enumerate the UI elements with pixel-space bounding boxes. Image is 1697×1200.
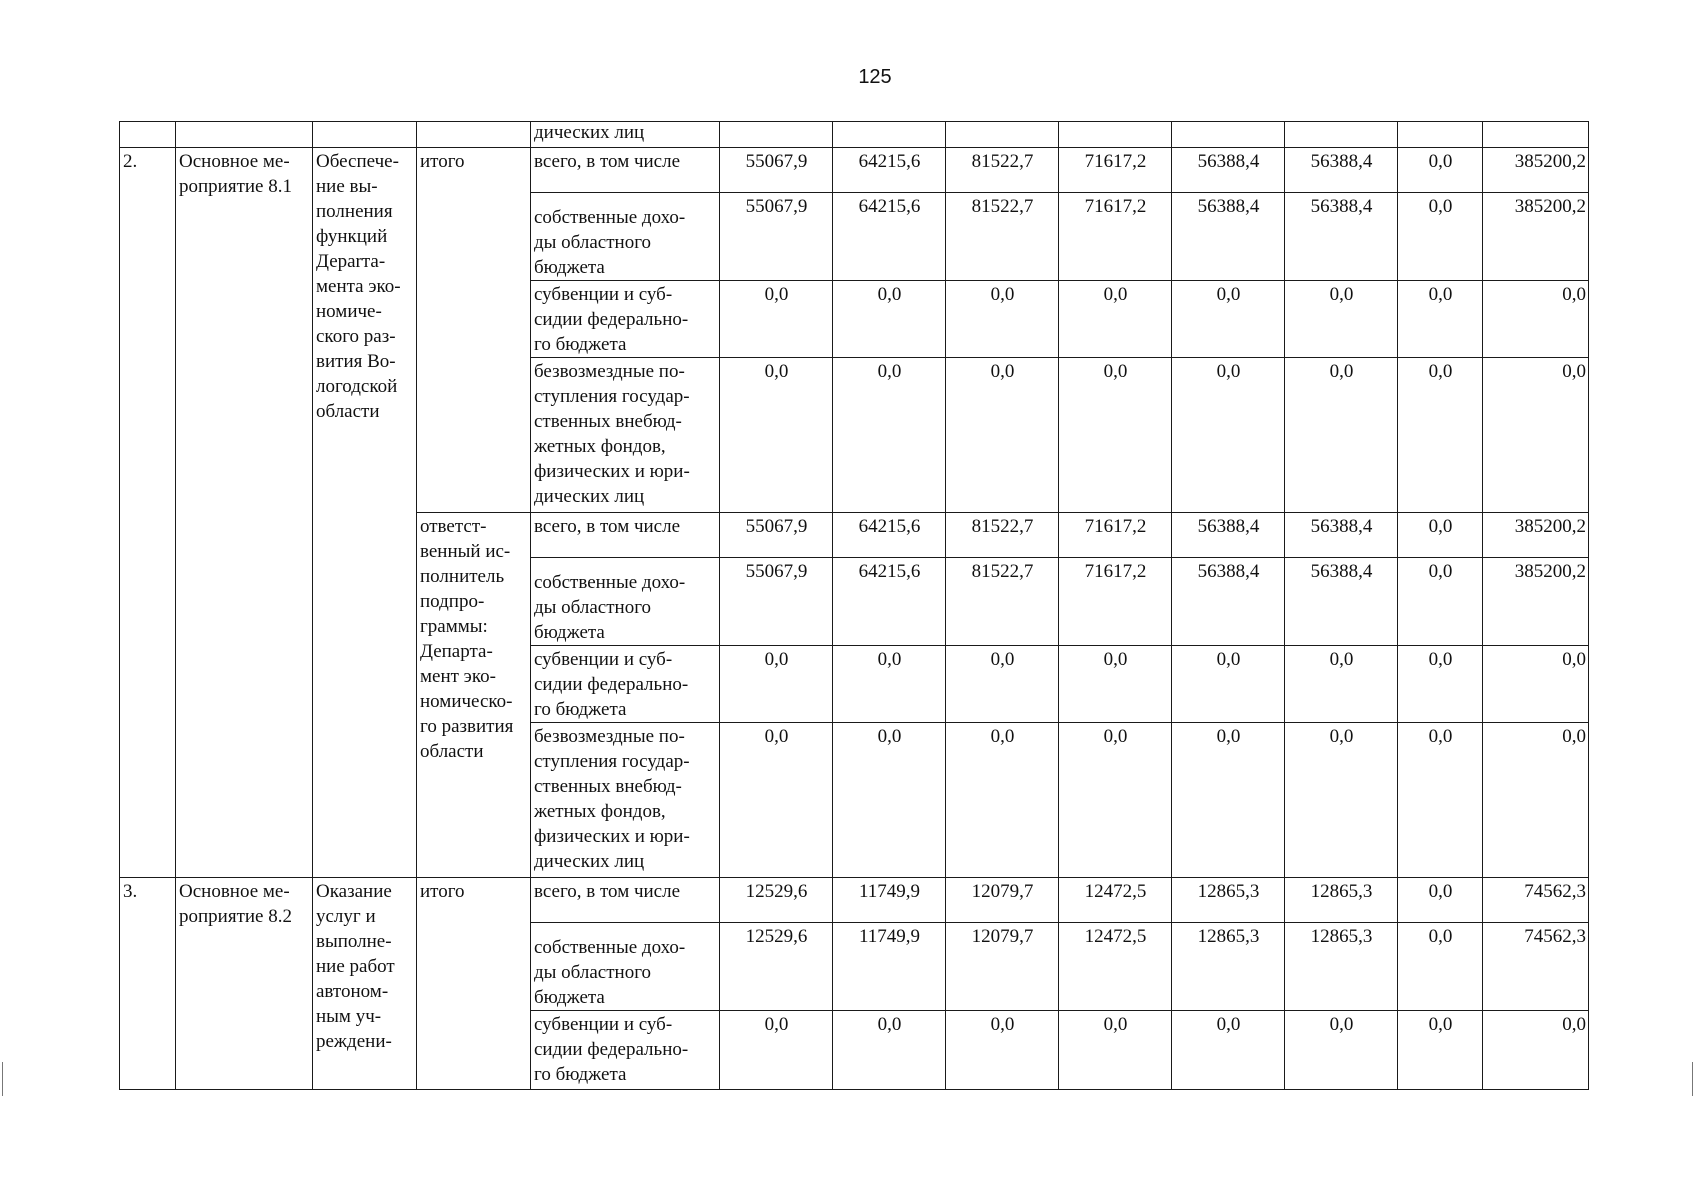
value-cell: 56388,4 xyxy=(1285,513,1398,558)
value-cell: 71617,2 xyxy=(1059,193,1172,281)
value-cell: 0,0 xyxy=(1398,723,1483,878)
value-cell: 0,0 xyxy=(1172,646,1285,723)
value-cell: 0,0 xyxy=(1285,1011,1398,1090)
funding-source: всего, в том числе xyxy=(531,513,720,558)
empty-cell xyxy=(417,122,531,148)
value-cell: 11749,9 xyxy=(833,923,946,1011)
value-cell: 0,0 xyxy=(1285,281,1398,358)
value-cell: 56388,4 xyxy=(1285,558,1398,646)
source-cell: дических лиц xyxy=(531,122,720,148)
funding-source: субвенции и суб- сидии федерально- го бюджета xyxy=(531,281,720,358)
value-cell: 55067,9 xyxy=(720,193,833,281)
value-cell: 0,0 xyxy=(720,281,833,358)
row-index: 2. xyxy=(120,148,176,878)
value-cell: 0,0 xyxy=(1483,358,1589,513)
funding-source: собственные дохо- ды областного бюджета xyxy=(531,558,720,646)
value-cell: 385200,2 xyxy=(1483,148,1589,193)
funding-source: субвенции и суб- сидии федерально- го бюджета xyxy=(531,1011,720,1090)
value-cell: 0,0 xyxy=(946,281,1059,358)
value-cell xyxy=(1398,122,1483,148)
value-cell: 0,0 xyxy=(1398,281,1483,358)
value-cell: 74562,3 xyxy=(1483,878,1589,923)
continuation-row xyxy=(120,122,1589,148)
value-cell: 56388,4 xyxy=(1285,193,1398,281)
value-cell: 0,0 xyxy=(1398,148,1483,193)
measure-description: Обеспече- ние вы- полнения функций Деparта- мента эко- номиче- ского раз- вития Во- логодской области xyxy=(313,148,417,878)
value-cell: 385200,2 xyxy=(1483,193,1589,281)
value-cell: 0,0 xyxy=(1059,646,1172,723)
value-cell: 0,0 xyxy=(1059,358,1172,513)
row-index: 3. xyxy=(120,878,176,1090)
value-cell: 74562,3 xyxy=(1483,923,1589,1011)
value-cell: 81522,7 xyxy=(946,193,1059,281)
value-cell: 0,0 xyxy=(946,646,1059,723)
value-cell: 81522,7 xyxy=(946,148,1059,193)
table-row xyxy=(120,148,1589,193)
value-cell: 0,0 xyxy=(833,646,946,723)
value-cell: 0,0 xyxy=(1285,646,1398,723)
value-cell: 64215,6 xyxy=(833,513,946,558)
value-cell: 0,0 xyxy=(1483,281,1589,358)
value-cell: 55067,9 xyxy=(720,558,833,646)
value-cell: 0,0 xyxy=(833,1011,946,1090)
value-cell: 56388,4 xyxy=(1172,193,1285,281)
budget-table xyxy=(119,121,1589,1090)
value-cell: 0,0 xyxy=(1059,1011,1172,1090)
table-body xyxy=(120,122,1589,1090)
value-cell: 0,0 xyxy=(1483,646,1589,723)
funding-source: субвенции и суб- сидии федерально- го бюджета xyxy=(531,646,720,723)
value-cell: 0,0 xyxy=(946,723,1059,878)
value-cell: 12865,3 xyxy=(1172,923,1285,1011)
value-cell: 12865,3 xyxy=(1285,923,1398,1011)
value-cell: 12079,7 xyxy=(946,878,1059,923)
value-cell: 0,0 xyxy=(720,723,833,878)
value-cell: 64215,6 xyxy=(833,148,946,193)
value-cell: 0,0 xyxy=(946,1011,1059,1090)
value-cell: 12079,7 xyxy=(946,923,1059,1011)
value-cell: 55067,9 xyxy=(720,513,833,558)
value-cell: 385200,2 xyxy=(1483,513,1589,558)
value-cell: 0,0 xyxy=(1059,281,1172,358)
value-cell: 0,0 xyxy=(1285,723,1398,878)
empty-cell xyxy=(313,122,417,148)
value-cell: 12529,6 xyxy=(720,878,833,923)
funding-source: безвозмездные по- ступления государ- ственных внебюд- жетных фондов, физических и юри- дических лиц xyxy=(531,723,720,878)
empty-cell xyxy=(120,122,176,148)
value-cell: 0,0 xyxy=(1398,558,1483,646)
table-row xyxy=(120,878,1589,923)
value-cell: 64215,6 xyxy=(833,558,946,646)
value-cell: 0,0 xyxy=(833,358,946,513)
measure-description: Оказание услуг и выполне- ние работ автоном- ным уч- реждени- xyxy=(313,878,417,1090)
value-cell: 56388,4 xyxy=(1285,148,1398,193)
executor-cell: итого xyxy=(417,878,531,1090)
value-cell: 0,0 xyxy=(720,358,833,513)
value-cell: 0,0 xyxy=(1398,193,1483,281)
measure-name: Основное ме- роприятие 8.2 xyxy=(176,878,313,1090)
value-cell xyxy=(946,122,1059,148)
value-cell: 0,0 xyxy=(1398,513,1483,558)
funding-source: собственные дохо- ды областного бюджета xyxy=(531,923,720,1011)
value-cell: 55067,9 xyxy=(720,148,833,193)
value-cell: 0,0 xyxy=(833,281,946,358)
value-cell: 56388,4 xyxy=(1172,148,1285,193)
value-cell: 12865,3 xyxy=(1172,878,1285,923)
value-cell xyxy=(720,122,833,148)
value-cell: 0,0 xyxy=(1285,358,1398,513)
page-number: 125 xyxy=(858,66,892,88)
value-cell: 0,0 xyxy=(1398,1011,1483,1090)
value-cell: 81522,7 xyxy=(946,558,1059,646)
value-cell xyxy=(833,122,946,148)
value-cell: 0,0 xyxy=(720,1011,833,1090)
value-cell: 0,0 xyxy=(1059,723,1172,878)
value-cell: 56388,4 xyxy=(1172,513,1285,558)
value-cell: 385200,2 xyxy=(1483,558,1589,646)
scan-edge-mark xyxy=(1692,1062,1693,1096)
value-cell: 0,0 xyxy=(1398,923,1483,1011)
value-cell: 11749,9 xyxy=(833,878,946,923)
funding-source: всего, в том числе xyxy=(531,878,720,923)
executor-cell: ответст- венный ис- полнитель подпро- граммы: Департа- мент эко- номическо- го развития области xyxy=(417,513,531,878)
funding-source: всего, в том числе xyxy=(531,148,720,193)
value-cell xyxy=(1059,122,1172,148)
value-cell: 0,0 xyxy=(720,646,833,723)
value-cell: 0,0 xyxy=(1483,1011,1589,1090)
scan-edge-mark xyxy=(2,1062,3,1096)
funding-source: собственные дохо- ды областного бюджета xyxy=(531,193,720,281)
value-cell: 12529,6 xyxy=(720,923,833,1011)
value-cell xyxy=(1172,122,1285,148)
value-cell xyxy=(1285,122,1398,148)
value-cell: 71617,2 xyxy=(1059,513,1172,558)
value-cell xyxy=(1483,122,1589,148)
executor-cell: итого xyxy=(417,148,531,513)
value-cell: 0,0 xyxy=(1483,723,1589,878)
value-cell: 71617,2 xyxy=(1059,148,1172,193)
value-cell: 71617,2 xyxy=(1059,558,1172,646)
value-cell: 0,0 xyxy=(1172,723,1285,878)
value-cell: 0,0 xyxy=(1172,281,1285,358)
value-cell: 0,0 xyxy=(1172,358,1285,513)
value-cell: 0,0 xyxy=(1398,646,1483,723)
value-cell: 81522,7 xyxy=(946,513,1059,558)
value-cell: 12472,5 xyxy=(1059,923,1172,1011)
value-cell: 12865,3 xyxy=(1285,878,1398,923)
value-cell: 0,0 xyxy=(1172,1011,1285,1090)
value-cell: 0,0 xyxy=(946,358,1059,513)
value-cell: 0,0 xyxy=(833,723,946,878)
empty-cell xyxy=(176,122,313,148)
measure-name: Основное ме- роприятие 8.1 xyxy=(176,148,313,878)
funding-source: безвозмездные по- ступления государ- ственных внебюд- жетных фондов, физических и юри- дических лиц xyxy=(531,358,720,513)
value-cell: 56388,4 xyxy=(1172,558,1285,646)
value-cell: 12472,5 xyxy=(1059,878,1172,923)
value-cell: 0,0 xyxy=(1398,358,1483,513)
value-cell: 64215,6 xyxy=(833,193,946,281)
value-cell: 0,0 xyxy=(1398,878,1483,923)
